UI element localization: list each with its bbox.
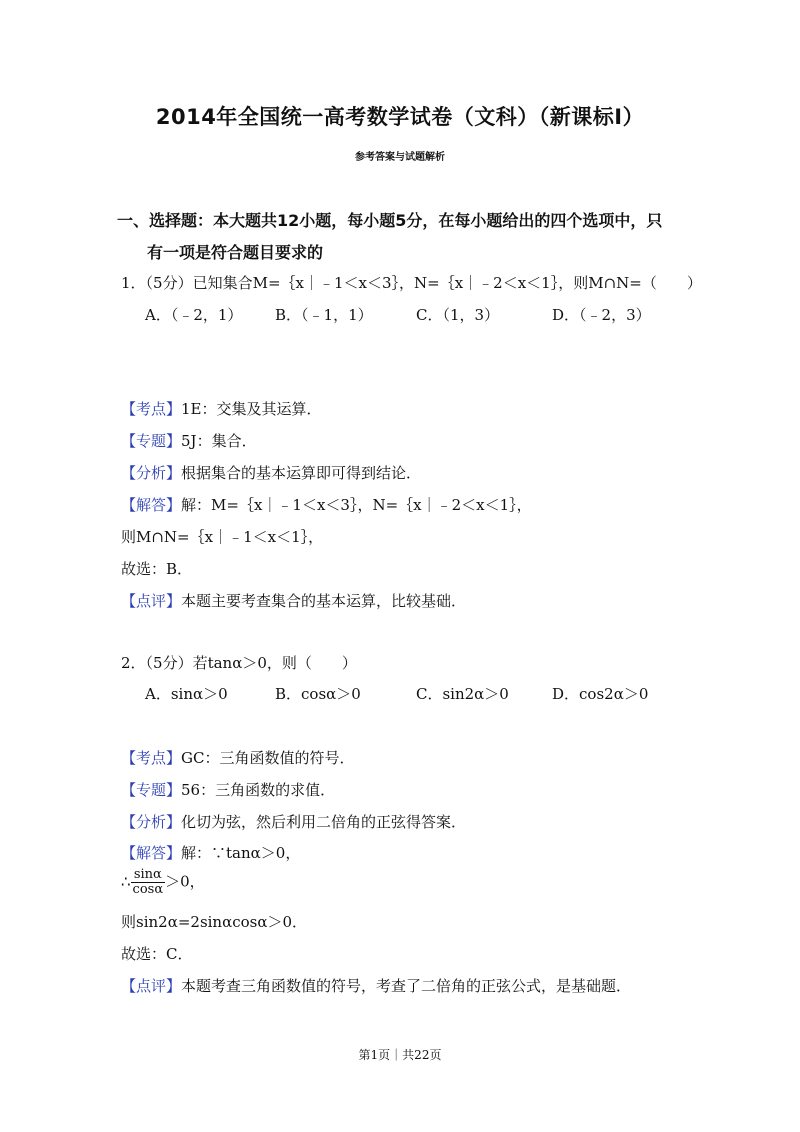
jieda-text: 解：M=｛x｜﹣1＜x＜3｝，N=｛x｜﹣2＜x＜1｝， (181, 496, 532, 514)
q1-jieda-line3: 故选：B． (121, 560, 193, 578)
fraction-numerator: sinα (131, 868, 166, 883)
fenxi-text: 化切为弦，然后利用二倍角的正弦得答案． (181, 813, 467, 831)
q2-fraction-line (121, 868, 205, 897)
therefore-symbol: ∴ (121, 872, 131, 891)
kaodian-text: GC：三角函数值的符号． (181, 749, 355, 767)
jieda-tag: 【解答】 (121, 844, 182, 862)
q1-option-c: C．（1，3） (416, 306, 500, 324)
jieda-tag: 【解答】 (121, 496, 182, 514)
zhuanti-text: 56：三角函数的求值． (181, 781, 336, 799)
zhuanti-tag: 【专题】 (121, 781, 182, 799)
q1-zhuanti (121, 430, 257, 451)
q1-option-a: A．（﹣2，1） (145, 306, 243, 324)
page-footer: 第1页｜共22页 (358, 1048, 442, 1062)
q1-jieda-line2: 则M∩N=｛x｜﹣1＜x＜1｝， (121, 528, 324, 546)
page-title: 2014年全国统一高考数学试卷（文科）（新课标Ⅰ） (155, 105, 645, 129)
fraction-denominator: cosα (132, 882, 164, 897)
q1-jieda (121, 494, 532, 515)
dianping-text: 本题主要考查集合的基本运算，比较基础． (181, 592, 467, 610)
q2-option-d: D．cos2α＞0 (552, 685, 649, 703)
q1-stem: 1．（5分）已知集合M=｛x｜﹣1＜x＜3｝，N=｛x｜﹣2＜x＜1｝，则M∩N=（ ） (121, 274, 702, 292)
q1-option-b: B．（﹣1，1） (275, 306, 373, 324)
section-heading-line1: 一、选择题：本大题共12小题，每小题5分，在每小题给出的四个选项中，只 (117, 211, 663, 230)
fenxi-tag: 【分析】 (121, 464, 182, 482)
fenxi-text: 根据集合的基本运算即可得到结论． (181, 464, 422, 482)
dianping-tag: 【点评】 (121, 592, 182, 610)
q2-zhuanti (121, 779, 335, 800)
q1-option-d: D．（﹣2，3） (552, 306, 651, 324)
q2-fenxi (121, 811, 466, 832)
q1-kaodian (121, 398, 322, 419)
q2-option-b: B．cosα＞0 (275, 685, 361, 703)
section-heading-line2: 有一项是符合题目要求的 (147, 243, 324, 262)
q2-option-a: A．sinα＞0 (145, 685, 228, 703)
zhuanti-text: 5J：集合． (181, 432, 257, 450)
zhuanti-tag: 【专题】 (121, 432, 182, 450)
q2-dianping (121, 975, 631, 996)
fenxi-tag: 【分析】 (121, 813, 182, 831)
jieda-text: 解：∵tanα＞0， (181, 844, 301, 862)
page-subtitle: 参考答案与试题解析 (355, 152, 445, 163)
q2-stem: 2．（5分）若tanα＞0，则（ ） (121, 654, 357, 672)
dianping-tag: 【点评】 (121, 977, 182, 995)
q2-jieda-line4: 故选：C． (121, 945, 193, 963)
q1-dianping (121, 590, 466, 611)
q2-jieda (121, 842, 300, 863)
kaodian-text: 1E：交集及其运算． (181, 400, 322, 418)
q2-option-c: C．sin2α＞0 (416, 685, 509, 703)
fraction (131, 868, 166, 897)
kaodian-tag: 【考点】 (121, 749, 182, 767)
dianping-text: 本题考查三角函数值的符号，考查了二倍角的正弦公式，是基础题． (181, 977, 632, 995)
q2-kaodian (121, 747, 354, 768)
fraction-suffix: ＞0， (165, 872, 205, 891)
kaodian-tag: 【考点】 (121, 400, 182, 418)
q1-fenxi (121, 462, 421, 483)
q2-jieda-line3: 则sin2α=2sinαcosα＞0． (121, 913, 308, 931)
